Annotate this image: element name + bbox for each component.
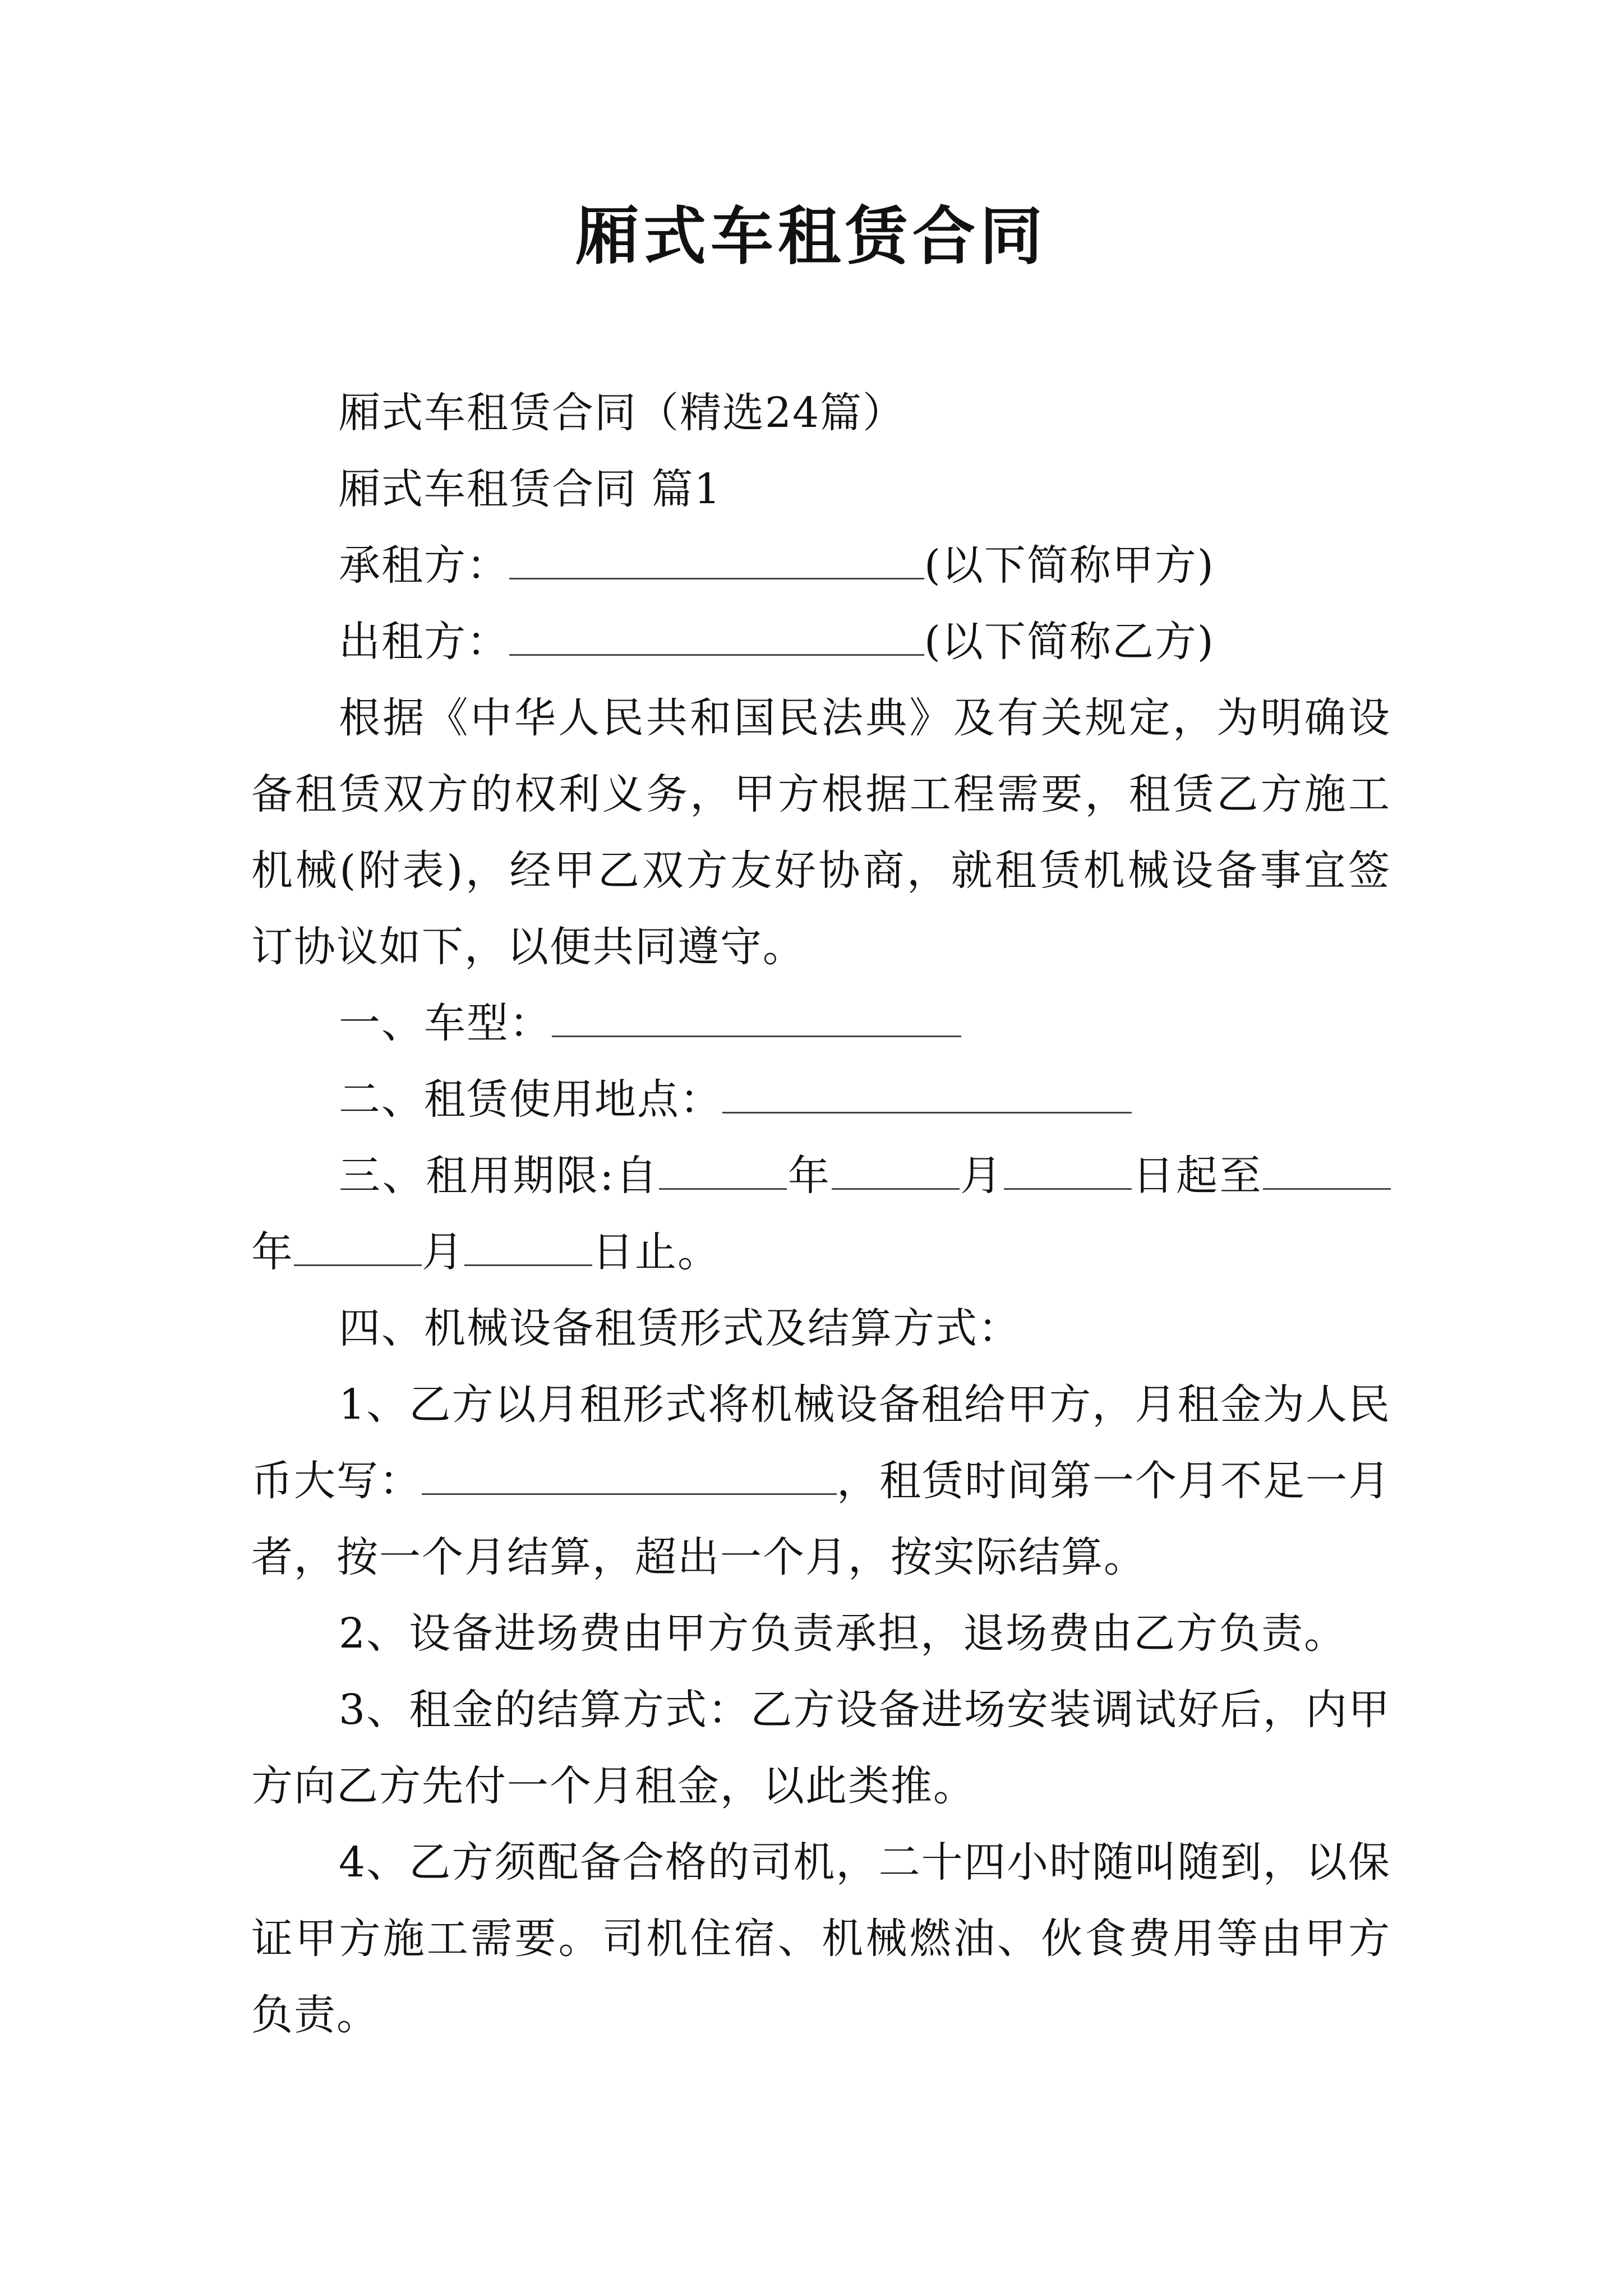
item-2-line xyxy=(251,1061,1391,1138)
lessee-label: 承租方： xyxy=(339,541,509,590)
document-title: 厢式车租赁合同 xyxy=(576,200,1047,273)
item-1-label: 一、车型： xyxy=(339,999,552,1047)
start-month-blank xyxy=(832,1141,960,1190)
item-3-month-1: 月 xyxy=(959,1152,1004,1200)
location-blank xyxy=(722,1065,1132,1114)
lessor-suffix: (以下简称乙方) xyxy=(924,618,1215,666)
lessor-label: 出租方： xyxy=(339,618,509,666)
lessor-blank xyxy=(509,607,924,656)
subtitle: 厢式车租赁合同（精选24篇） xyxy=(339,389,906,437)
start-day-blank xyxy=(1004,1141,1132,1190)
end-year-blank xyxy=(1263,1141,1391,1190)
clause-1 xyxy=(251,1366,1391,1595)
lessee-blank xyxy=(509,531,924,579)
start-year-blank xyxy=(659,1141,787,1190)
clause-1-start: 1、乙方以月租形式将机械设备租给甲方，月租金为人民币大写： xyxy=(251,1381,1391,1505)
clause-4: 4、乙方须配备合格的司机，二十四小时随叫随到，以保证甲方施工需要。司机住宿、机械燃油、伙食费用等由甲方负责。 xyxy=(251,1838,1391,2039)
rent-amount-blank xyxy=(422,1446,837,1495)
preamble-paragraph: 根据《中华人民共和国民法典》及有关规定，为明确设备租赁双方的权利义务，甲方根据工程需要，租赁乙方施工机械(附表)，经甲乙双方友好协商，就租赁机械设备事宜签订协议如下，以便共同遵守。 xyxy=(251,694,1391,971)
item-3-year-2: 年 xyxy=(251,1228,294,1276)
item-2-label: 二、租赁使用地点： xyxy=(339,1075,722,1124)
item-3-month-2: 月 xyxy=(422,1228,464,1276)
document-body xyxy=(251,375,1391,2053)
lessee-line xyxy=(251,527,1391,604)
item-3-end: 日止。 xyxy=(592,1228,720,1276)
lessor-line xyxy=(251,604,1391,680)
clause-3: 3、租金的结算方式：乙方设备进场安装调试好后，内甲方向乙方先付一个月租金，以此类推。 xyxy=(251,1686,1391,1810)
clause-1-end: ，租赁时间第一个月不足一月者，按一个月结算，超出一个月，按实际结算。 xyxy=(251,1457,1391,1581)
section-heading: 厢式车租赁合同 篇1 xyxy=(339,465,722,513)
lessee-suffix: (以下简称甲方) xyxy=(924,541,1215,590)
end-day-blank xyxy=(464,1217,592,1266)
item-3-year-1: 年 xyxy=(787,1152,832,1200)
clause-2: 2、设备进场费由甲方负责承担，退场费由乙方负责。 xyxy=(339,1609,1347,1658)
item-1-line xyxy=(251,985,1391,1061)
item-3-prefix: 三、租用期限:自 xyxy=(339,1152,660,1200)
end-month-blank xyxy=(294,1217,422,1266)
item-4-heading: 四、机械设备租赁形式及结算方式： xyxy=(339,1304,1021,1352)
item-3-day-to: 日起至 xyxy=(1131,1152,1264,1200)
item-3-line xyxy=(251,1138,1391,1290)
vehicle-type-blank xyxy=(552,988,961,1037)
